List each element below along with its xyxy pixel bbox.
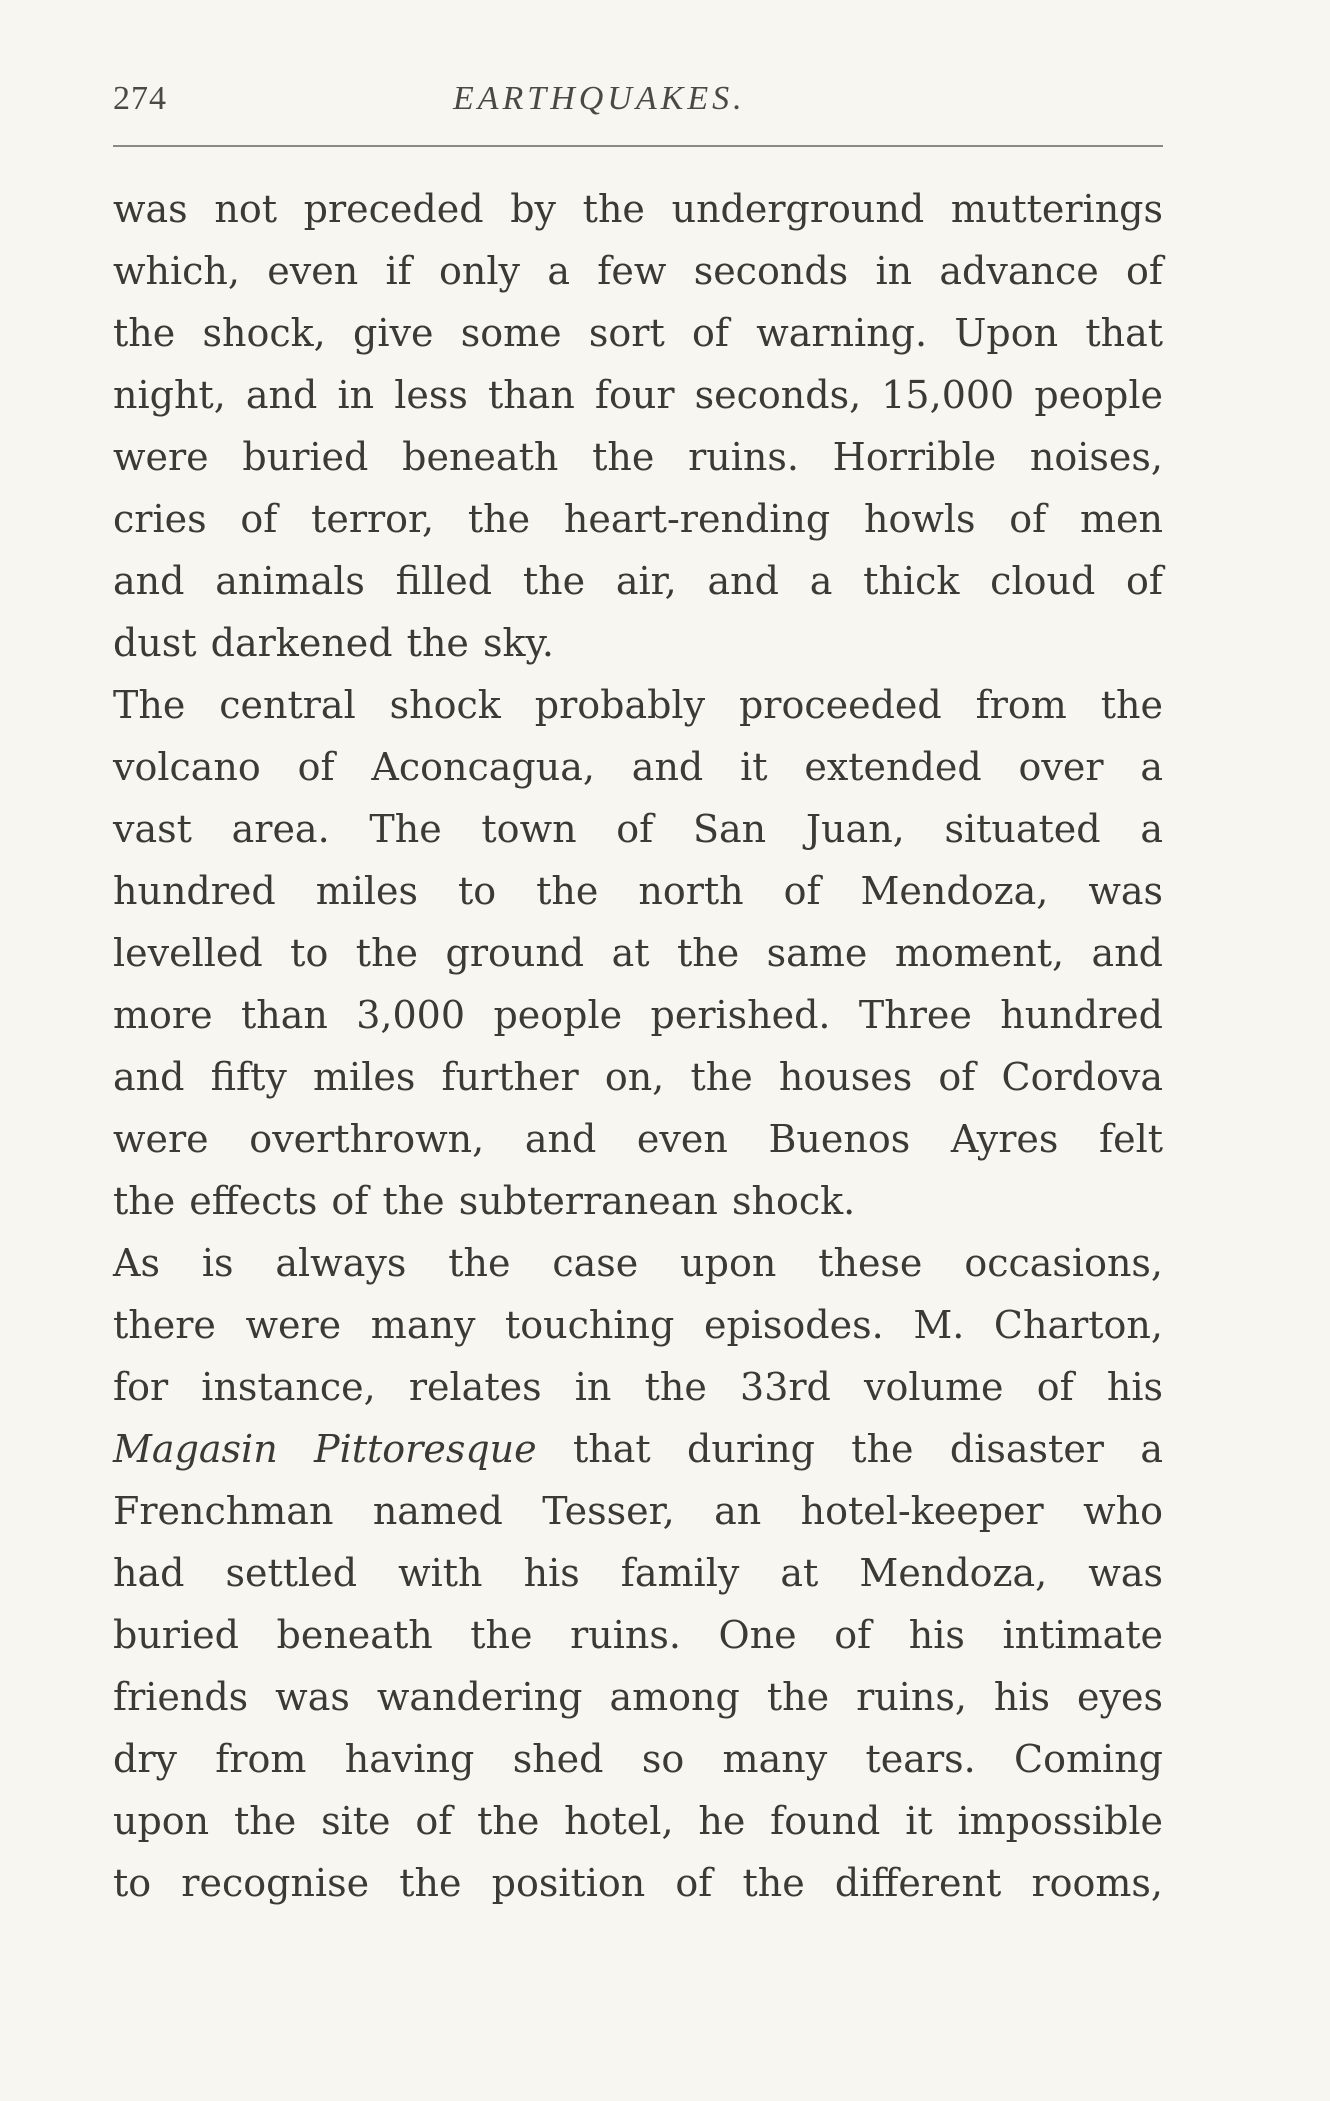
text-line: and animals filled the air, and a thick cloud of <box>113 559 1163 603</box>
body-text <box>113 178 1163 1914</box>
text-line: dust darkened the sky. <box>113 621 555 665</box>
text-line: upon the site of the hotel, he found it impossible <box>113 1799 1163 1843</box>
text-line: for instance, relates in the 33rd volume of his <box>113 1365 1163 1409</box>
text-line: vast area. The town of San Juan, situated a <box>113 807 1163 851</box>
header-rule <box>113 145 1163 147</box>
text-line: cries of terror, the heart-rending howls of men <box>113 497 1163 541</box>
text-line: which, even if only a few seconds in advance of <box>113 249 1163 293</box>
text-line: dry from having shed so many tears. Coming <box>113 1737 1163 1781</box>
text-line: friends was wandering among the ruins, his eyes <box>113 1675 1163 1719</box>
text-line: hundred miles to the north of Mendoza, was <box>113 869 1163 913</box>
text-line: the shock, give some sort of warning. Upon that <box>113 311 1163 355</box>
page-header <box>113 80 1163 130</box>
text-line: more than 3,000 people perished. Three hundred <box>113 993 1163 1037</box>
text-line: levelled to the ground at the same moment, and <box>113 931 1163 975</box>
text-line: the effects of the subterranean shock. <box>113 1179 856 1223</box>
magazine-title: Magasin Pittoresque <box>113 1427 537 1471</box>
text-line: to recognise the position of the different rooms, <box>113 1861 1163 1905</box>
text-line: were buried beneath the ruins. Horrible noises, <box>113 435 1163 479</box>
text-line: had settled with his family at Mendoza, was <box>113 1551 1163 1595</box>
text-line: buried beneath the ruins. One of his intimate <box>113 1613 1163 1657</box>
text-line: there were many touching episodes. M. Charton, <box>113 1303 1163 1347</box>
text-line: volcano of Aconcagua, and it extended over a <box>113 745 1163 789</box>
text-line: was not preceded by the underground mutterings <box>113 187 1163 231</box>
page-number: 274 <box>113 80 167 117</box>
running-head: EARTHQUAKES. <box>453 80 746 117</box>
text-line: night, and in less than four seconds, 15,000 people <box>113 373 1163 417</box>
text-fragment: that during the disaster a <box>573 1427 1163 1471</box>
text-line: Frenchman named Tesser, an hotel-keeper who <box>113 1489 1163 1533</box>
text-line: and fifty miles further on, the houses of Cordova <box>113 1055 1163 1099</box>
text-line: As is always the case upon these occasions, <box>113 1241 1163 1285</box>
text-line: The central shock probably proceeded from the <box>113 683 1163 727</box>
text-line <box>113 1418 1163 1480</box>
text-line: were overthrown, and even Buenos Ayres felt <box>113 1117 1163 1161</box>
